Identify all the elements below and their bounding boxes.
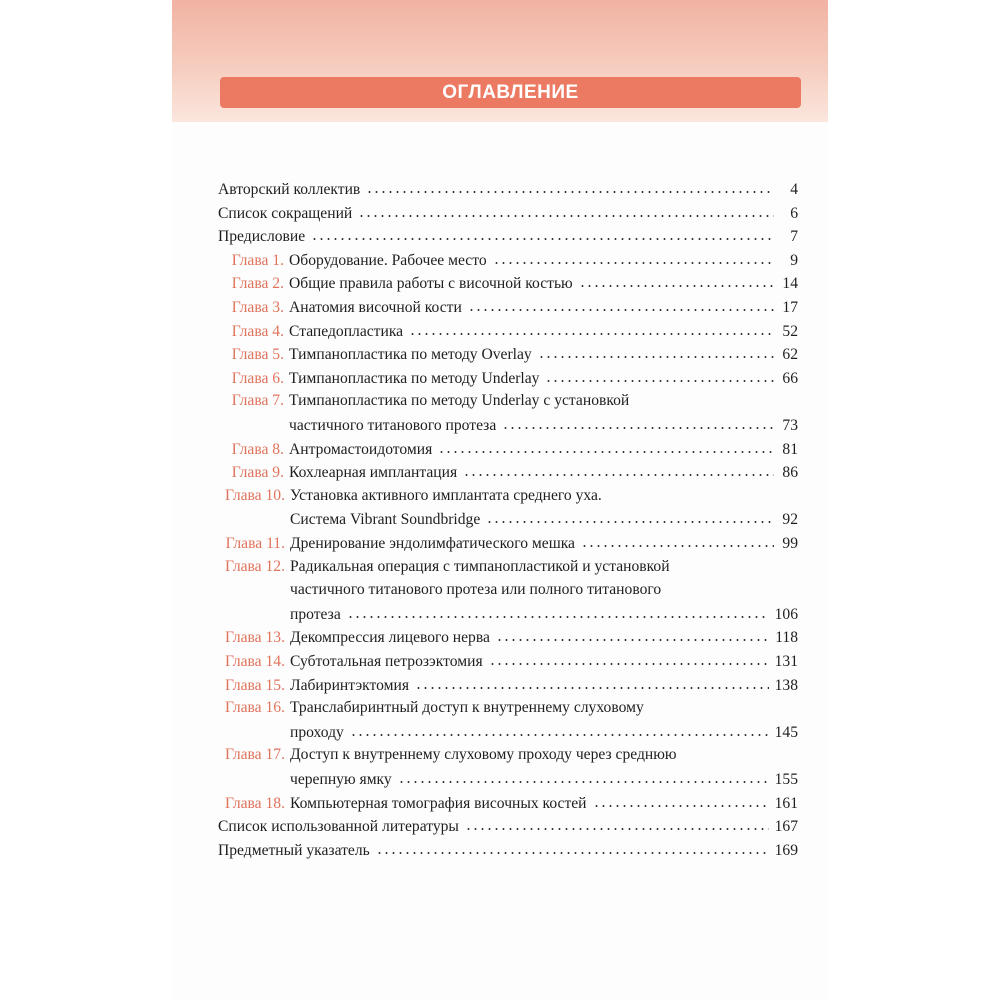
toc-chapter-entry[interactable] — [218, 628, 798, 652]
toc-chapter-entry[interactable] — [218, 369, 798, 393]
chapter-title: Оборудование. Рабочее место — [289, 251, 487, 269]
chapter-label: Глава 6. — [231, 369, 284, 387]
chapter-label: Глава 5. — [231, 346, 284, 364]
chapter-label: Глава 9. — [231, 464, 284, 482]
toc-page-number: 66 — [782, 369, 798, 387]
chapter-label: Глава 7. — [231, 392, 284, 410]
toc-page-number: 62 — [782, 346, 798, 364]
toc-page-number: 99 — [782, 535, 798, 552]
chapter-label: Глава 14. — [224, 653, 285, 670]
toc-chapter-entry[interactable] — [218, 676, 798, 700]
toc-entry-title: Список использованной литературы — [218, 818, 459, 836]
toc-chapter-continuation — [218, 581, 798, 605]
toc-chapter-entry[interactable] — [218, 463, 798, 487]
toc-entry-title: Предисловие — [218, 228, 306, 246]
contents-title: ОГЛАВЛЕНИЕ — [442, 81, 579, 103]
leader-dots — [493, 251, 774, 265]
toc-page-number: 4 — [790, 181, 798, 198]
leader-dots — [366, 180, 774, 194]
toc-page-number: 86 — [782, 464, 798, 482]
chapter-title: Лабиринтэктомия — [290, 676, 410, 694]
chapter-label: Глава 16. — [224, 699, 285, 717]
toc-chapter-entry[interactable] — [218, 345, 798, 369]
toc-page-number: 81 — [782, 440, 798, 458]
leader-dots — [350, 723, 769, 737]
chapter-title: Доступ к внутреннему слуховому проходу через среднюю — [290, 746, 677, 764]
leader-dots — [358, 204, 774, 218]
chapter-title: проходу — [290, 723, 344, 741]
toc-page-number: 131 — [774, 653, 798, 670]
toc-page-number: 17 — [782, 299, 798, 316]
leader-dots — [415, 676, 769, 690]
chapter-title: Тимпанопластика по методу Overlay — [289, 346, 532, 364]
chapter-title: Тимпанопластика по методу Underlay — [289, 369, 540, 387]
toc-page-number: 118 — [775, 629, 798, 647]
chapter-label: Глава 4. — [231, 322, 284, 340]
chapter-title: Тимпанопластика по методу Underlay с установкой — [289, 392, 630, 410]
toc-entry[interactable] — [218, 227, 798, 251]
toc-page-number: 106 — [774, 605, 798, 623]
chapter-title: Транслабиринтный доступ к внутреннему слуховому — [290, 699, 644, 717]
leader-dots — [593, 794, 769, 808]
toc-chapter-continuation — [218, 605, 798, 629]
chapter-label: Глава 8. — [231, 440, 284, 458]
toc-entry-title: Список сокращений — [218, 204, 353, 222]
chapter-label: Глава 10. — [224, 486, 285, 504]
toc-entry[interactable] — [218, 204, 798, 228]
chapter-title: черепную ямку — [290, 771, 392, 788]
toc-chapter-entry[interactable] — [218, 699, 798, 723]
toc-chapter-entry[interactable] — [218, 392, 798, 416]
leader-dots — [438, 440, 774, 454]
leader-dots — [581, 534, 774, 548]
toc-page-number: 145 — [774, 723, 798, 741]
toc-chapter-continuation — [218, 510, 798, 534]
toc-chapter-entry[interactable] — [218, 534, 798, 558]
chapter-label: Глава 15. — [224, 676, 285, 694]
chapter-label: Глава 11. — [225, 535, 285, 552]
chapter-title: Система Vibrant Soundbridge — [290, 511, 481, 529]
toc-chapter-continuation — [218, 723, 798, 747]
leader-dots — [468, 298, 774, 312]
chapter-title: Установка активного имплантата среднего уха. — [290, 486, 602, 504]
leader-dots — [545, 369, 774, 383]
leader-dots — [311, 227, 774, 241]
toc-page-number: 92 — [782, 511, 798, 529]
leader-dots — [496, 628, 769, 642]
toc-chapter-entry[interactable] — [218, 322, 798, 346]
toc-page-number: 7 — [790, 228, 798, 246]
leader-dots — [489, 652, 769, 666]
chapter-title: Дренирование эндолимфатического мешка — [290, 535, 575, 552]
toc-entry-title: Предметный указатель — [218, 841, 370, 859]
toc-page-number: 161 — [774, 794, 798, 812]
toc-chapter-continuation — [218, 770, 798, 794]
toc-chapter-entry[interactable] — [218, 274, 798, 298]
toc-chapter-entry[interactable] — [218, 487, 798, 511]
toc-chapter-entry[interactable] — [218, 794, 798, 818]
leader-dots — [538, 345, 774, 359]
toc-page-number: 9 — [790, 251, 798, 269]
chapter-title: Общие правила работы с височной костью — [289, 275, 573, 293]
chapter-label: Глава 1. — [231, 251, 284, 269]
toc-page-number: 169 — [774, 841, 798, 859]
chapter-title: частичного титанового протеза или полного титанового — [290, 581, 662, 599]
chapter-title: Субтотальная петрозэктомия — [290, 653, 483, 670]
leader-dots — [465, 817, 769, 831]
toc-page-number: 167 — [774, 818, 798, 836]
book-page — [172, 0, 828, 1000]
toc-chapter-entry[interactable] — [218, 440, 798, 464]
toc-chapter-entry[interactable] — [218, 558, 798, 582]
toc-page-number: 6 — [790, 204, 798, 222]
toc-chapter-entry[interactable] — [218, 652, 798, 676]
toc-chapter-entry[interactable] — [218, 251, 798, 275]
chapter-title: Анатомия височной кости — [289, 299, 462, 316]
chapter-title: Декомпрессия лицевого нерва — [290, 629, 490, 647]
leader-dots — [463, 463, 774, 477]
leader-dots — [398, 770, 769, 784]
toc-entry[interactable] — [218, 841, 798, 865]
chapter-title: Стапедопластика — [289, 322, 404, 340]
leader-dots — [376, 841, 769, 855]
chapter-label: Глава 2. — [231, 275, 284, 293]
toc-chapter-entry[interactable] — [218, 746, 798, 770]
leader-dots — [502, 416, 774, 430]
chapter-label: Глава 17. — [224, 746, 285, 764]
leader-dots — [486, 510, 774, 524]
toc-page-number: 52 — [782, 322, 798, 340]
toc-chapter-continuation — [218, 416, 798, 440]
toc-chapter-entry[interactable] — [218, 298, 798, 322]
toc-page-number: 73 — [782, 417, 798, 434]
chapter-label: Глава 12. — [224, 557, 285, 575]
chapter-title: протеза — [290, 605, 341, 623]
toc-page-number: 138 — [774, 676, 798, 694]
contents-title-bar — [220, 77, 801, 108]
toc-page-number: 14 — [782, 275, 798, 293]
toc-entry[interactable] — [218, 817, 798, 841]
toc-entry[interactable] — [218, 180, 798, 204]
toc-page-number: 155 — [774, 771, 798, 788]
leader-dots — [409, 322, 774, 336]
chapter-label: Глава 18. — [224, 794, 285, 812]
leader-dots — [347, 605, 769, 619]
chapter-label: Глава 3. — [231, 299, 284, 316]
chapter-title: Кохлеарная имплантация — [289, 464, 458, 482]
chapter-title: Компьютерная томография височных костей — [290, 794, 587, 812]
chapter-title: частичного титанового протеза — [289, 417, 497, 434]
leader-dots — [579, 274, 774, 288]
chapter-title: Антромастоидотомия — [289, 440, 433, 458]
toc-entry-title: Авторский коллектив — [218, 181, 361, 198]
chapter-title: Радикальная операция с тимпанопластикой и установкой — [290, 557, 670, 575]
chapter-label: Глава 13. — [224, 629, 285, 647]
